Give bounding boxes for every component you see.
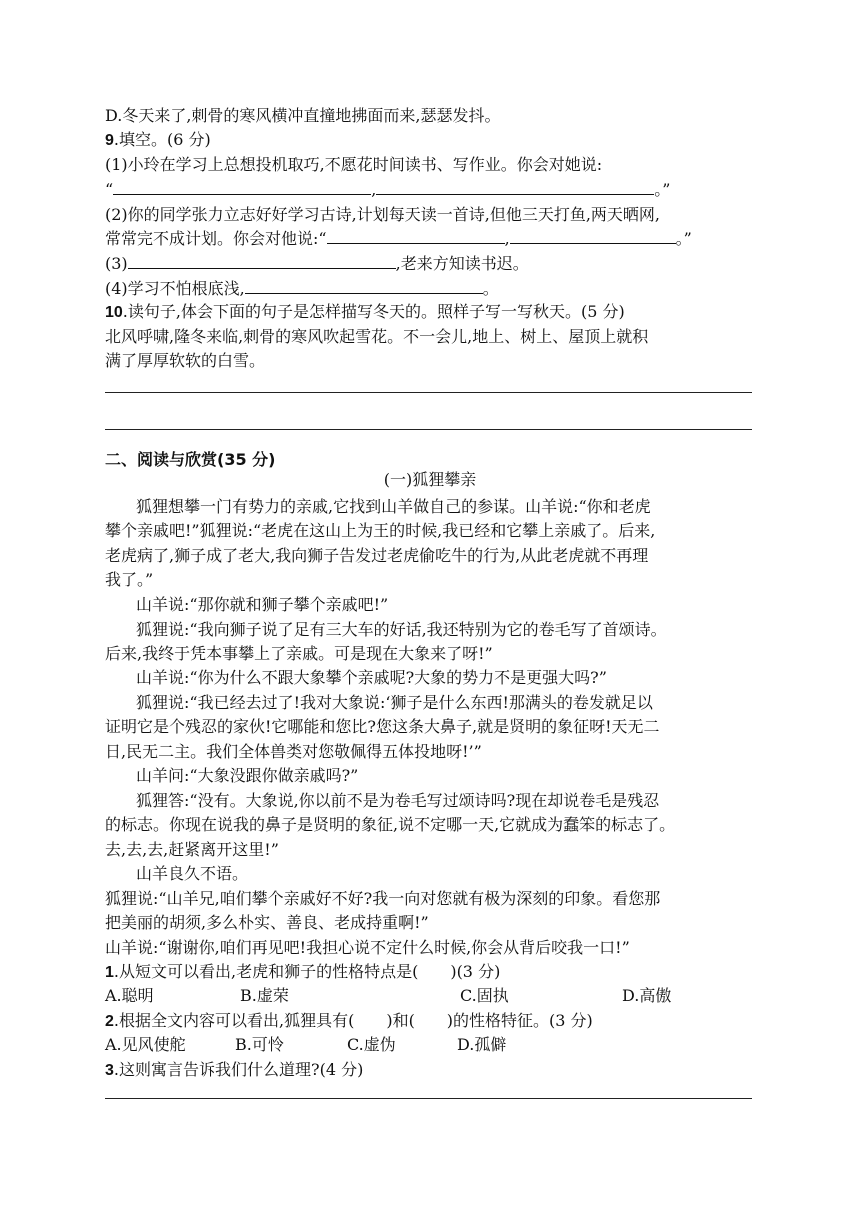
story-line: 山羊良久不语。 <box>136 864 249 883</box>
story-line: 狐狸说:“我已经去过了!我对大象说:‘狮子是什么东西!那满头的卷发就足以 <box>136 693 653 712</box>
story-line: 狐狸答:“没有。大象说,你以前不是为卷毛写过颂诗吗?现在却说卷毛是残忍 <box>136 791 660 810</box>
comma: , <box>504 229 510 248</box>
question-9-4-line <box>105 279 499 299</box>
story-line: 把美丽的胡须,多么朴实、善良、老成持重啊!” <box>105 913 429 932</box>
question-9-4-text: (4)学习不怕根底浅, <box>105 279 245 298</box>
answer-blank-9-1a[interactable] <box>113 180 371 195</box>
story-line: 狐狸说:“山羊兄,咱们攀个亲戚好不好?我一向对您就有极为深刻的印象。看您那 <box>105 889 661 908</box>
option-b[interactable]: B.可怜 <box>235 1035 284 1054</box>
story-line: 我了。” <box>105 570 154 589</box>
story-line: 日,民无二主。我们全体兽类对您敬佩得五体投地呀!’” <box>105 742 482 761</box>
story-line: 狐狸说:“我向狮子说了足有三大车的好话,我还特别为它的卷毛写了首颂诗。 <box>136 620 667 639</box>
option-d[interactable]: D.孤僻 <box>457 1035 507 1054</box>
question-9-number: 9 <box>105 132 114 149</box>
story-line: 老虎病了,狮子成了老大,我向狮子告发过老虎偷吃牛的行为,从此老虎就不再理 <box>105 546 649 565</box>
period: 。 <box>482 279 499 298</box>
reading-question-1-options <box>105 986 671 1006</box>
question-10-number: 10 <box>105 304 123 321</box>
reading-question-3-text: .这则寓言告诉我们什么道理?(4 分) <box>113 1060 364 1079</box>
question-9-text: .填空。(6 分) <box>113 130 211 149</box>
story-line: 山羊说:“那你就和狮子攀个亲戚吧!” <box>136 595 389 614</box>
answer-blank-9-2a[interactable] <box>327 229 505 244</box>
question-10-text: .读句子,体会下面的句子是怎样描写冬天的。照样子写一写秋天。(5 分) <box>122 302 625 321</box>
answer-line-q3[interactable] <box>105 1098 752 1099</box>
story-line: 狐狸想攀一门有势力的亲戚,它找到山羊做自己的参谋。山羊说:“你和老虎 <box>136 497 651 516</box>
answer-line-10b[interactable] <box>105 429 752 430</box>
reading-question-1-text: .从短文可以看出,老虎和狮子的性格特点是( )(3 分) <box>113 962 501 981</box>
question-9-3-line <box>105 254 529 274</box>
story-line: 后来,我终于凭本事攀上了亲戚。可是现在大象来了呀!” <box>105 644 493 663</box>
answer-line-10a[interactable] <box>105 392 752 393</box>
reading-question-1 <box>105 962 500 983</box>
question-9-2-prompt-b: 常常完不成计划。你会对他说:“ <box>105 229 327 248</box>
reading-question-3-number: 3 <box>105 1062 114 1079</box>
story-line: 攀个亲戚吧!”狐狸说:“老虎在这山上为王的时候,我已经和它攀上亲戚了。后来, <box>105 521 656 540</box>
reading-question-2-options <box>105 1035 506 1055</box>
story-line: 山羊问:“大象没跟你做亲戚吗?” <box>136 766 359 785</box>
open-quote: “ <box>105 180 114 199</box>
question-9-1-prompt: (1)小玲在学习上总想投机取巧,不愿花时间读书、写作业。你会对她说: <box>105 155 603 174</box>
question-9-3-label: (3) <box>105 254 128 273</box>
reading-question-1-number: 1 <box>105 964 114 981</box>
option-c[interactable]: C.虚伪 <box>347 1035 396 1054</box>
comma: , <box>371 180 377 199</box>
section-heading: 二、阅读与欣赏(35 分) <box>105 450 276 469</box>
option-d[interactable]: D.高傲 <box>622 986 672 1005</box>
reading-question-2-number: 2 <box>105 1013 114 1030</box>
question-10-example-1: 北风呼啸,隆冬来临,刺骨的寒风吹起雪花。不一会儿,地上、树上、屋顶上就积 <box>105 327 649 346</box>
close-quote: 。” <box>675 229 692 248</box>
story-title: (一)狐狸攀亲 <box>383 470 477 489</box>
story-line: 山羊说:“你为什么不跟大象攀个亲戚呢?大象的势力不是更强大吗?” <box>136 668 607 687</box>
story-line: 证明它是个残忍的家伙!它哪能和您比?您这条大鼻子,就是贤明的象征呀!天无二 <box>105 717 660 736</box>
question-9-3-text: ,老来方知读书迟。 <box>395 254 529 273</box>
question-10-title <box>105 302 625 323</box>
story-line: 的标志。你现在说我的鼻子是贤明的象征,说不定哪一天,它就成为蠢笨的标志了。 <box>105 815 676 834</box>
question-9-1-answer-line <box>105 180 670 200</box>
question-9-title <box>105 130 211 151</box>
question-10-example-2: 满了厚厚软软的白雪。 <box>105 351 266 370</box>
reading-question-2-text: .根据全文内容可以看出,狐狸具有( )和( )的性格特征。(3 分) <box>113 1011 593 1030</box>
option-c[interactable]: C.固执 <box>460 986 509 1005</box>
reading-question-3 <box>105 1060 363 1081</box>
question-9-2-answer-line <box>105 229 692 249</box>
story-line: 去,去,去,赶紧离开这里!” <box>105 840 279 859</box>
option-b[interactable]: B.虚荣 <box>240 986 289 1005</box>
close-quote: 。” <box>654 180 671 199</box>
option-a[interactable]: A.聪明 <box>105 986 154 1005</box>
question-9-2-prompt-a: (2)你的同学张力立志好好学习古诗,计划每天读一首诗,但他三天打鱼,两天晒网, <box>105 205 661 224</box>
answer-blank-9-1b[interactable] <box>376 180 654 195</box>
option-a[interactable]: A.见风使舵 <box>105 1035 186 1054</box>
option-d-line: D.冬天来了,刺骨的寒风横冲直撞地拂面而来,瑟瑟发抖。 <box>105 106 501 125</box>
story-line: 山羊说:“谢谢你,咱们再见吧!我担心说不定什么时候,你会从背后咬我一口!” <box>105 938 630 957</box>
reading-question-2 <box>105 1011 593 1032</box>
answer-blank-9-3[interactable] <box>128 254 396 269</box>
answer-blank-9-4[interactable] <box>245 279 483 294</box>
answer-blank-9-2b[interactable] <box>510 229 676 244</box>
